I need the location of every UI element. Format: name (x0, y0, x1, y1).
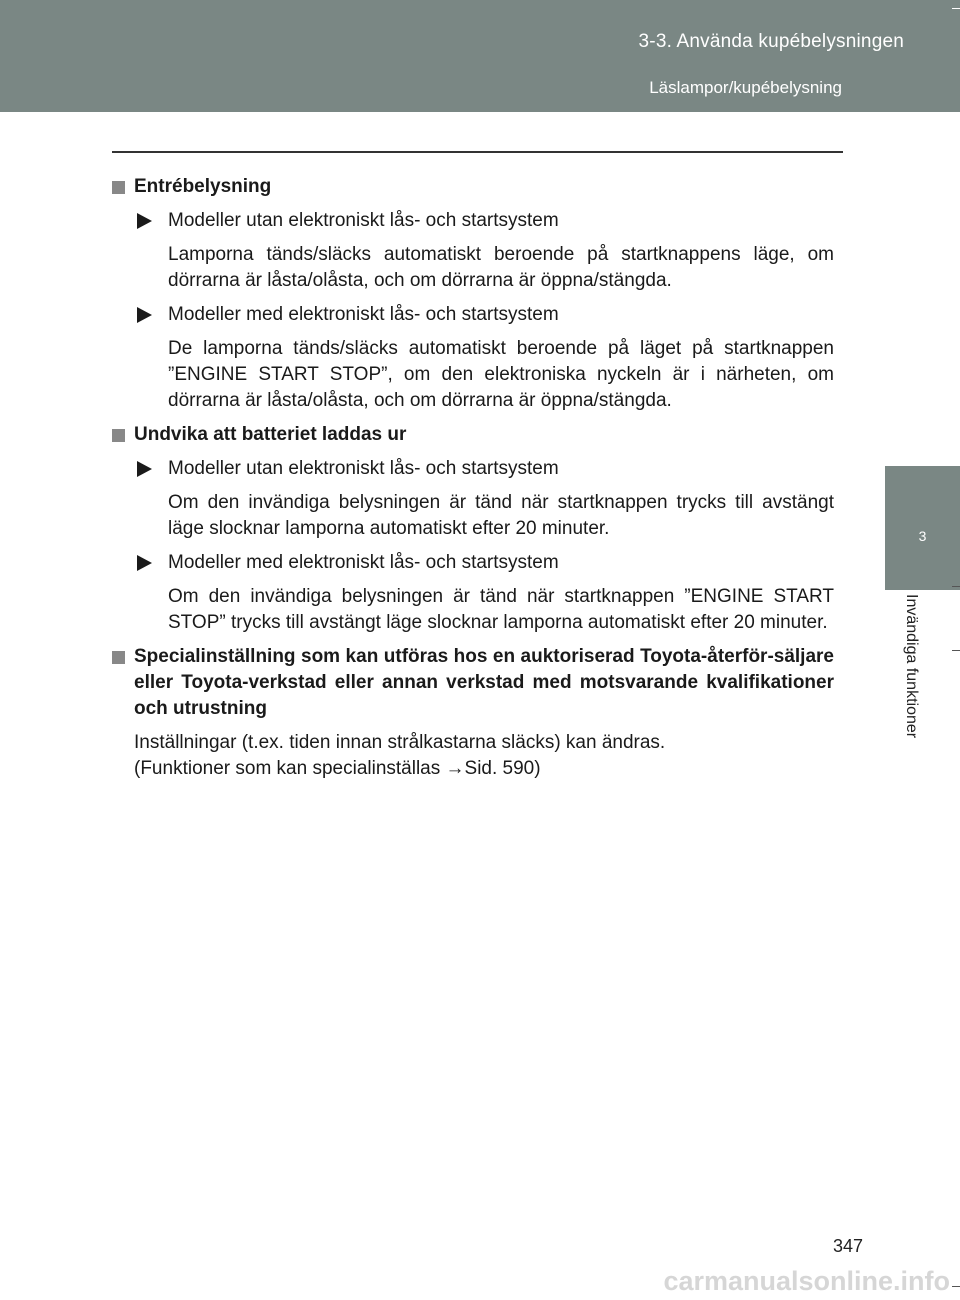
crop-mark (952, 8, 960, 9)
section-heading: Undvika att batteriet laddas ur (112, 422, 834, 448)
chapter-number: 3 (918, 528, 927, 544)
body-text: Inställningar (t.ex. tiden innan strålkastarna släcks) kan ändras. (134, 732, 666, 753)
crop-mark (952, 650, 960, 651)
triangle-bullet-icon (137, 307, 152, 323)
body-text: Lamporna tänds/släcks automatiskt beroende på startknappens läge, om dörrarna är låsta/olåsta, och om dörrarna är öppna/stängda. (168, 244, 834, 291)
page-number: 347 (832, 1236, 863, 1256)
square-bullet-icon (112, 181, 125, 194)
chapter-label: Invändiga funktioner (903, 594, 920, 739)
watermark: carmanualsonline.info (663, 1266, 950, 1296)
square-bullet-icon (112, 651, 125, 664)
model-item: Modeller utan elektroniskt lås- och startsystem (112, 208, 834, 234)
page-header (0, 0, 960, 112)
model-item: Modeller med elektroniskt lås- och startsystem (112, 550, 834, 576)
section-title: 3-3. Använda kupébelysningen (638, 31, 904, 52)
chapter-tab (885, 466, 960, 590)
crop-mark (952, 586, 960, 587)
section-heading: Entrébelysning (112, 174, 834, 200)
body-text: Om den invändiga belysningen är tänd när startknappen trycks till avstängt läge slocknar lamporna automatiskt efter 20 minuter. (168, 492, 834, 539)
subsection-title: Läslampor/kupébelysning (649, 78, 842, 97)
header-rule (112, 151, 843, 153)
model-item: Modeller utan elektroniskt lås- och startsystem (112, 456, 834, 482)
triangle-bullet-icon (137, 555, 152, 571)
model-item: Modeller med elektroniskt lås- och startsystem (112, 302, 834, 328)
body-text: Om den invändiga belysningen är tänd när startknappen ”ENGINE START STOP” trycks till avstängt läge slocknar lamporna automatiskt efter 20 minuter. (168, 586, 834, 633)
section-heading: Specialinställning som kan utföras hos en auktoriserad Toyota-återför-säljare eller Toyota-verkstad eller annan verkstad med motsvarande kvalifikationer och utrustning (112, 644, 834, 722)
page-reference: (Funktioner som kan specialinställas →Sid. 590) (134, 758, 541, 779)
page-content (112, 174, 834, 782)
triangle-bullet-icon (137, 213, 152, 229)
square-bullet-icon (112, 429, 125, 442)
body-text: De lamporna tänds/släcks automatiskt beroende på läget på startknappen ”ENGINE START STOP”, om den elektroniska nyckeln är i närheten, om dörrarna är låsta/olåsta, och om dörrarna är öppna/stängda. (168, 338, 834, 411)
crop-mark (952, 1286, 960, 1287)
triangle-bullet-icon (137, 461, 152, 477)
